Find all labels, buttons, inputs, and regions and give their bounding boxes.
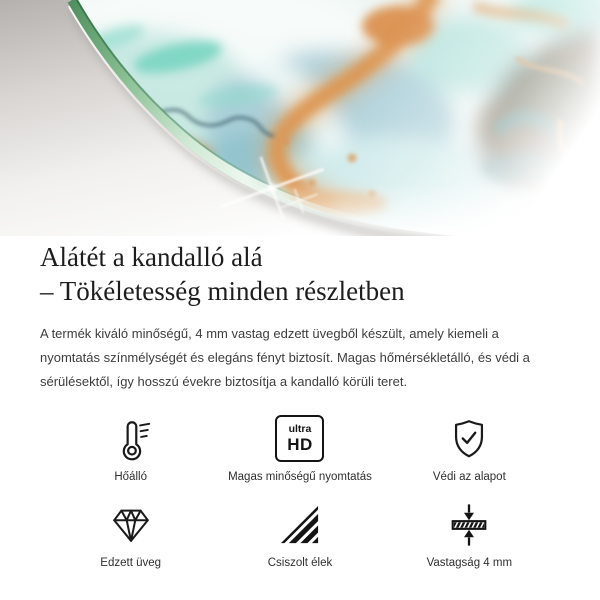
feature-label: Védi az alapot xyxy=(432,470,506,483)
ultra-hd-icon xyxy=(275,415,324,463)
thermometer-icon xyxy=(108,415,154,463)
features-grid xyxy=(46,415,554,571)
shield-check-icon xyxy=(446,415,492,463)
feature-label: Vastagság 4 mm xyxy=(426,556,513,569)
feature-label: Magas minőségű nyomtatás xyxy=(228,470,372,483)
page-title-line1: Alátét a kandalló alá xyxy=(40,242,263,272)
feature-ultra-hd-print xyxy=(215,415,384,485)
feature-label: Edzett üveg xyxy=(100,556,162,569)
page-title xyxy=(40,240,560,309)
feature-protects-base xyxy=(385,415,554,485)
feature-label: Hőálló xyxy=(114,470,147,483)
feature-thickness xyxy=(385,501,554,571)
thickness-icon xyxy=(446,501,492,549)
polished-edges-icon xyxy=(277,501,323,549)
feature-heat-resistant xyxy=(46,415,215,485)
feature-polished-edges xyxy=(215,501,384,571)
ultra-hd-badge-bottom: HD xyxy=(287,434,313,454)
diamond-icon xyxy=(108,501,154,549)
product-description: A termék kiváló minőségű, 4 mm vastag edzett üvegből készült, amely kiemeli a nyomtatás színmélységét és elegáns fényt biztosít. Magas hőmérsékletálló, és védi a sérülésektől, így hosszú évekre biztosítja a kandalló körüli teret. xyxy=(40,325,530,389)
content-area xyxy=(0,240,600,570)
feature-tempered-glass xyxy=(46,501,215,571)
ultra-hd-badge-top: ultra xyxy=(288,423,312,436)
feature-label: Csiszolt élek xyxy=(267,556,333,569)
product-photo-glass-mat xyxy=(0,0,600,236)
page-title-line2: – Tökéletesség minden részletben xyxy=(40,276,405,307)
